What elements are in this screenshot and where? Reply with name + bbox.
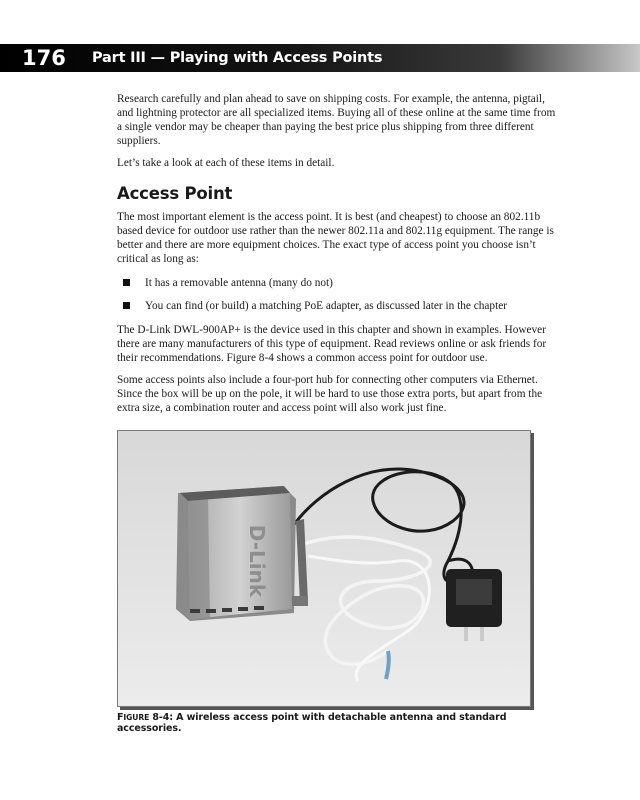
list-item: [117, 299, 557, 313]
figure-photo: [117, 430, 531, 707]
bullet-square-icon: [123, 279, 130, 286]
intro-paragraph-1: Research carefully and plan ahead to save on shipping costs. For example, the antenna, pigtail, and lightning protector are all specialized items. Buying all of these online at the same time from a single vendor may be cheaper than paying the best price plus shipping from three different suppliers.: [117, 93, 556, 147]
body-paragraph-2: Some access points also include a four-port hub for connecting other computers via Ethernet. Since the box will be up on the pole, it will be hard to use those extra ports, but apart from the extra size, a combination router and access point will also work just fine.: [117, 374, 543, 414]
part-title: Part III — Playing with Access Points: [92, 50, 383, 66]
requirements-list: [117, 276, 557, 313]
list-item-text: It has a removable antenna (many do not): [145, 277, 333, 289]
section-intro-paragraph: The most important element is the access point. It is best (and cheapest) to choose an 802.11b based device for outdoor use rather than the newer 802.11a and 802.11g equipment. The range is better and there are more equipment choices. The exact type of access point you choose isn’t critical as long as:: [117, 211, 554, 265]
main-content: [117, 92, 557, 423]
body-paragraph-1: The D-Link DWL-900AP+ is the device used in this chapter and shown in examples. However there are many manufacturers of this type of equipment. Read reviews online or ask friends for their recommendations. Figure 8-4 shows a common access point for outdoor use.: [117, 324, 547, 364]
caption-label-rest: IGURE: [123, 713, 150, 722]
bullet-square-icon: [123, 302, 130, 309]
intro-paragraph-2: Let’s take a look at each of these items in detail.: [117, 157, 335, 169]
device-brand-logo: D-Link: [245, 524, 269, 598]
list-item-text: You can find (or build) a matching PoE adapter, as discussed later in the chapter: [145, 300, 507, 312]
caption-label-first: F: [117, 712, 124, 723]
section-heading: Access Point: [117, 184, 233, 203]
figure-caption: [117, 712, 557, 734]
caption-text: 8-4: A wireless access point with detachable antenna and standard accessories.: [117, 712, 507, 734]
list-item: [117, 276, 557, 290]
access-point-photo: [118, 431, 530, 706]
page-number: 176: [22, 46, 66, 70]
